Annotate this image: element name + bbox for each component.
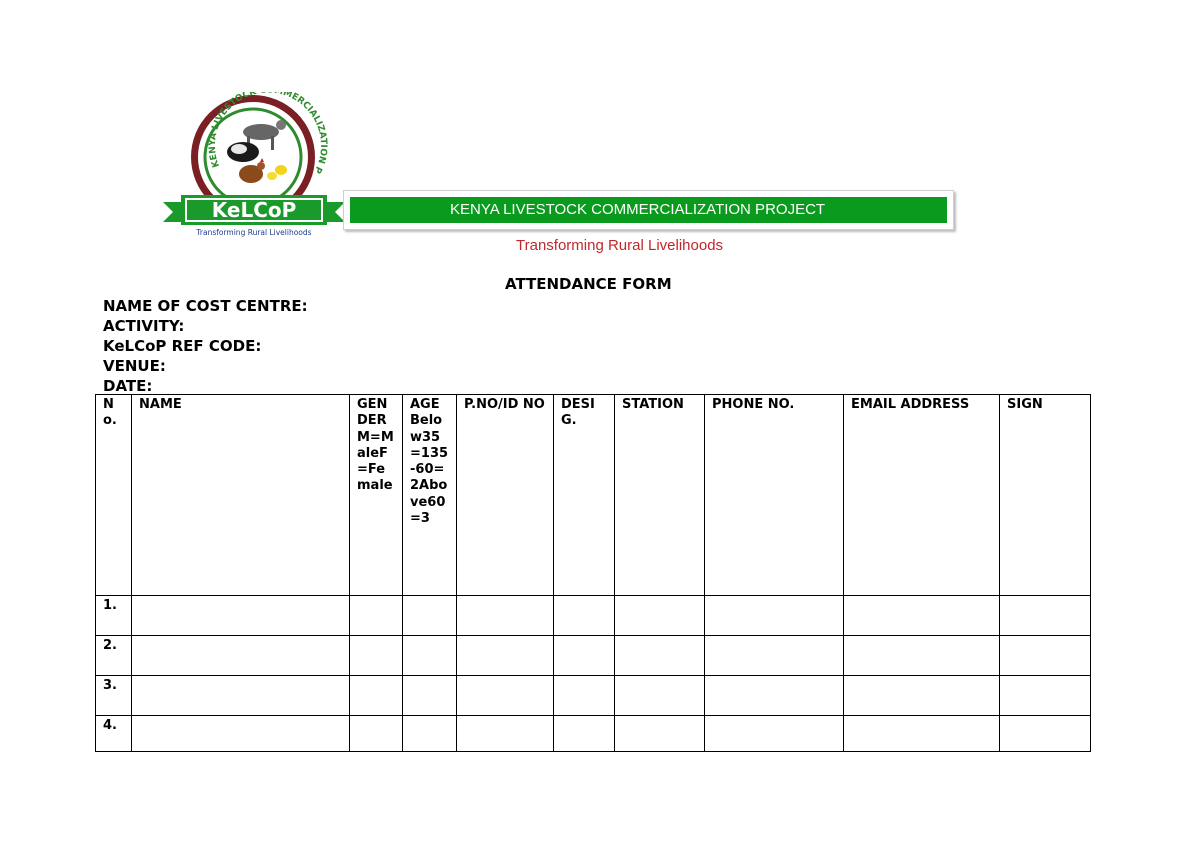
table-row — [96, 716, 1091, 752]
project-banner — [343, 190, 954, 230]
row-number: 3. — [96, 676, 132, 716]
kelcop-logo — [163, 92, 345, 242]
col-header-name: NAME — [132, 395, 350, 596]
cell-designation[interactable] — [554, 636, 615, 676]
row-number: 2. — [96, 636, 132, 676]
cell-gender[interactable] — [350, 676, 403, 716]
cell-age[interactable] — [403, 676, 457, 716]
cell-email[interactable] — [844, 596, 1000, 636]
cell-gender[interactable] — [350, 716, 403, 752]
cell-gender[interactable] — [350, 596, 403, 636]
table-row — [96, 676, 1091, 716]
cell-pno-id[interactable] — [457, 676, 554, 716]
cell-age[interactable] — [403, 596, 457, 636]
logo-wordmark: KeLCoP — [211, 198, 297, 222]
cell-station[interactable] — [615, 716, 705, 752]
col-header-no: No. — [96, 395, 132, 596]
cell-name[interactable] — [132, 636, 350, 676]
cell-station[interactable] — [615, 636, 705, 676]
cell-sign[interactable] — [1000, 596, 1091, 636]
form-fields — [103, 296, 308, 396]
cell-sign[interactable] — [1000, 636, 1091, 676]
cell-sign[interactable] — [1000, 676, 1091, 716]
field-activity: ACTIVITY: — [103, 317, 185, 335]
col-header-age: AGE Below35=135-60=2Above60=3 — [403, 395, 457, 596]
cell-station[interactable] — [615, 596, 705, 636]
cell-station[interactable] — [615, 676, 705, 716]
cell-phone[interactable] — [705, 676, 844, 716]
field-ref-code: KeLCoP REF CODE: — [103, 337, 262, 355]
table-header-row — [96, 395, 1091, 596]
field-cost-centre: NAME OF COST CENTRE: — [103, 297, 308, 315]
cell-gender[interactable] — [350, 636, 403, 676]
cell-name[interactable] — [132, 596, 350, 636]
logo-ring-text: KENYA LIVESTOCK MERCIALIZATION P — [207, 92, 329, 175]
cell-email[interactable] — [844, 676, 1000, 716]
table-row — [96, 596, 1091, 636]
col-header-sign: SIGN — [1000, 395, 1091, 596]
col-header-phone: PHONE NO. — [705, 395, 844, 596]
banner-title: KENYA LIVESTOCK COMMERCIALIZATION PROJECT — [350, 197, 947, 223]
form-title: ATTENDANCE FORM — [505, 275, 672, 293]
cell-pno-id[interactable] — [457, 636, 554, 676]
logo-tagline: Transforming Rural Livelihoods — [196, 228, 312, 237]
attendance-table — [95, 394, 1091, 752]
cell-name[interactable] — [132, 716, 350, 752]
tagline: Transforming Rural Livelihoods — [516, 237, 724, 254]
cell-phone[interactable] — [705, 596, 844, 636]
cell-phone[interactable] — [705, 716, 844, 752]
col-header-email: EMAIL ADDRESS — [844, 395, 1000, 596]
cell-designation[interactable] — [554, 676, 615, 716]
field-venue: VENUE: — [103, 357, 166, 375]
col-header-station: STATION — [615, 395, 705, 596]
cell-designation[interactable] — [554, 716, 615, 752]
cell-sign[interactable] — [1000, 716, 1091, 752]
cell-pno-id[interactable] — [457, 596, 554, 636]
field-date: DATE: — [103, 377, 153, 395]
cell-age[interactable] — [403, 636, 457, 676]
cell-designation[interactable] — [554, 596, 615, 636]
col-header-designation: DESIG. — [554, 395, 615, 596]
cell-phone[interactable] — [705, 636, 844, 676]
col-header-gender: GENDERM=MaleF=Female — [350, 395, 403, 596]
cell-email[interactable] — [844, 636, 1000, 676]
row-number: 1. — [96, 596, 132, 636]
cell-name[interactable] — [132, 676, 350, 716]
cell-age[interactable] — [403, 716, 457, 752]
cell-pno-id[interactable] — [457, 716, 554, 752]
kelcop-logo-graphic — [163, 92, 345, 242]
col-header-pno-id: P.NO/ID NO — [457, 395, 554, 596]
cell-email[interactable] — [844, 716, 1000, 752]
table-row — [96, 636, 1091, 676]
row-number: 4. — [96, 716, 132, 752]
